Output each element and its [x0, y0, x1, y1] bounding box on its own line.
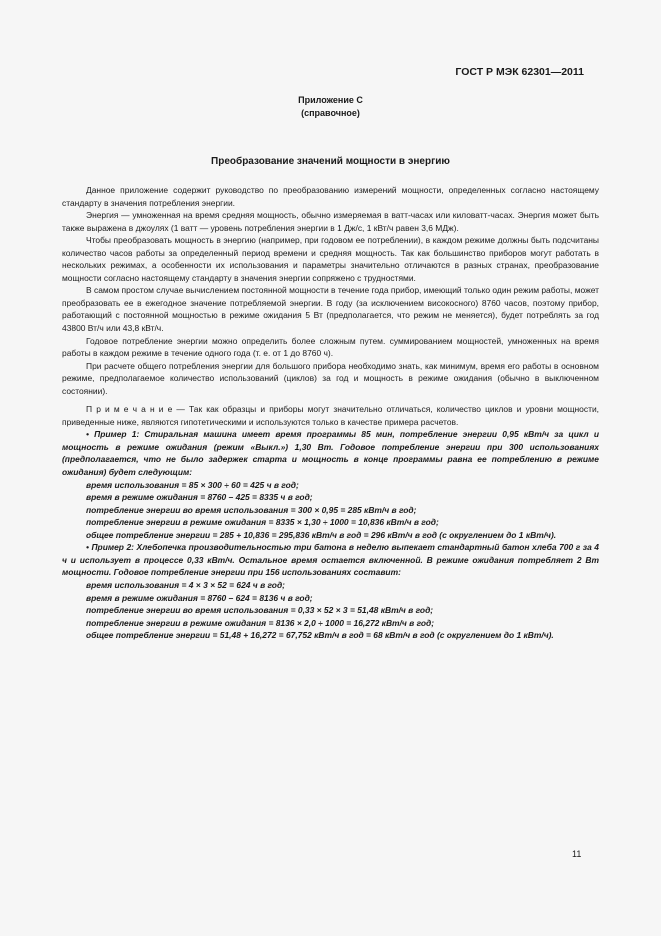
example-1-line: время в режиме ожидания = 8760 – 425 = 8335 ч в год; [86, 492, 313, 503]
paragraph: В самом простом случае вычислением постоянной мощности в течение года прибор, имеющий только один режим работы, может преобразовать ее в ежегодное значение потребляемой энергии. В году (за исключением високосного) 8760 часов, поэтому прибор, работающий с постоянной мощностью в режиме ожидания 5 Вт (предполагается, что режим не меняется), будет потреблять за год 43800 Вт/ч или 43,8 кВт/ч. [62, 285, 600, 334]
example-1-line: потребление энергии во время использования = 300 × 0,95 = 285 кВт/ч в год; [86, 504, 417, 515]
example-1-line: время использования = 85 × 300 ÷ 60 = 425 ч в год; [86, 479, 299, 490]
appendix-subtitle: (справочное) [301, 108, 360, 118]
paragraph: При расчете общего потребления энергии для большого прибора необходимо знать, как минимум, время его работы в основном режиме, предполагаемое количество использований (циклов) за год и мощность в режиме ожидания (обычно в выключенном состоянии). [62, 360, 599, 396]
example-1-line: потребление энергии в режиме ожидания = 8335 × 1,30 ÷ 1000 = 10,836 кВт/ч в год; [86, 517, 439, 528]
paragraph: Чтобы преобразовать мощность в энергию (например, при годовом ее потреблении), в каждом режиме должны быть подсчитаны количество часов работы за определенный период времени и средняя мощность. Так как большинство приборов могут работать в нескольких режимах, а особенности их использования и параметры значительно отличаются в разных странах, преобразование мощности согласно настоящему стандарту в значения энергии сопряжено с трудностями. [62, 235, 599, 283]
example-2-line: потребление энергии во время использования = 0,33 × 52 × 3 = 51,48 кВт/ч в год; [86, 605, 434, 616]
example-2-line: потребление энергии в режиме ожидания = 8136 × 2,0 ÷ 1000 = 16,272 кВт/ч в год; [86, 617, 435, 628]
document-body [62, 184, 599, 642]
example-2-line: время использования = 4 × 3 × 52 = 624 ч в год; [86, 579, 285, 590]
document-standard-header: ГОСТ Р МЭК 62301—2011 [455, 66, 584, 78]
example-2-total: общее потребление энергии = 51,48 + 16,272 = 67,752 кВт/ч в год = 68 кВт/ч в год (с округлением до 1 кВт/ч). [86, 630, 554, 641]
appendix-title: Приложение С [298, 95, 363, 105]
example-2-intro: • Пример 2: Хлебопечка производительностью три батона в неделю выпекает стандартный батон хлеба 700 г за 4 ч и использует в процессе 0,33 кВт/ч. Остальное время остается включенной. В режиме ожидания потребляет 2 Вт мощности. Годовое потребление энергии при 156 использованиях составит: [62, 542, 599, 578]
section-title: Преобразование значений мощности в энергию [211, 156, 450, 167]
example-1-intro: • Пример 1: Стиральная машина имеет время программы 85 мин, потребление энергии 0,95 кВт/ч за цикл и мощность в режиме ожидания (режим «Выкл.») 1,30 Вт. Годовое потребление энергии при 300 использованиях (предполагается, что не было задержек старта и мощность в конце программы равна ее потреблению в режиме ожидания) будет следующим: [62, 429, 599, 478]
page-number: 11 [572, 849, 582, 859]
appendix-heading [0, 94, 661, 120]
note-paragraph: П р и м е ч а н и е — Так как образцы и приборы могут значительно отличаться, количество циклов и уровни мощности, приведенные ниже, являются гипотетическими и используются только в качестве примера расчетов. [62, 404, 599, 427]
paragraph: Энергия — умноженная на время средняя мощность, обычно измеряемая в ватт-часах или киловатт-часах. Энергия может быть также выражена в джоулях (1 ватт — уровень потребления энергии в 1 Дж/с, 1 кВт/ч равен 3,6 МДж). [62, 210, 599, 233]
example-1-total: общее потребление энергии = 285 + 10,836 = 295,836 кВт/ч в год = 296 кВт/ч в год (с округлением до 1 кВт/ч). [86, 529, 557, 540]
paragraph: Данное приложение содержит руководство по преобразованию измерений мощности, определенных согласно настоящему стандарту в значения потребления энергии. [62, 185, 599, 208]
paragraph: Годовое потребление энергии можно определить более сложным путем. суммированием мощностей, умноженных на время работы в каждом режиме в течение одного года (т. е. от 1 до 8760 ч). [62, 335, 599, 359]
example-2-line: время в режиме ожидания = 8760 – 624 = 8136 ч в год; [86, 592, 313, 603]
